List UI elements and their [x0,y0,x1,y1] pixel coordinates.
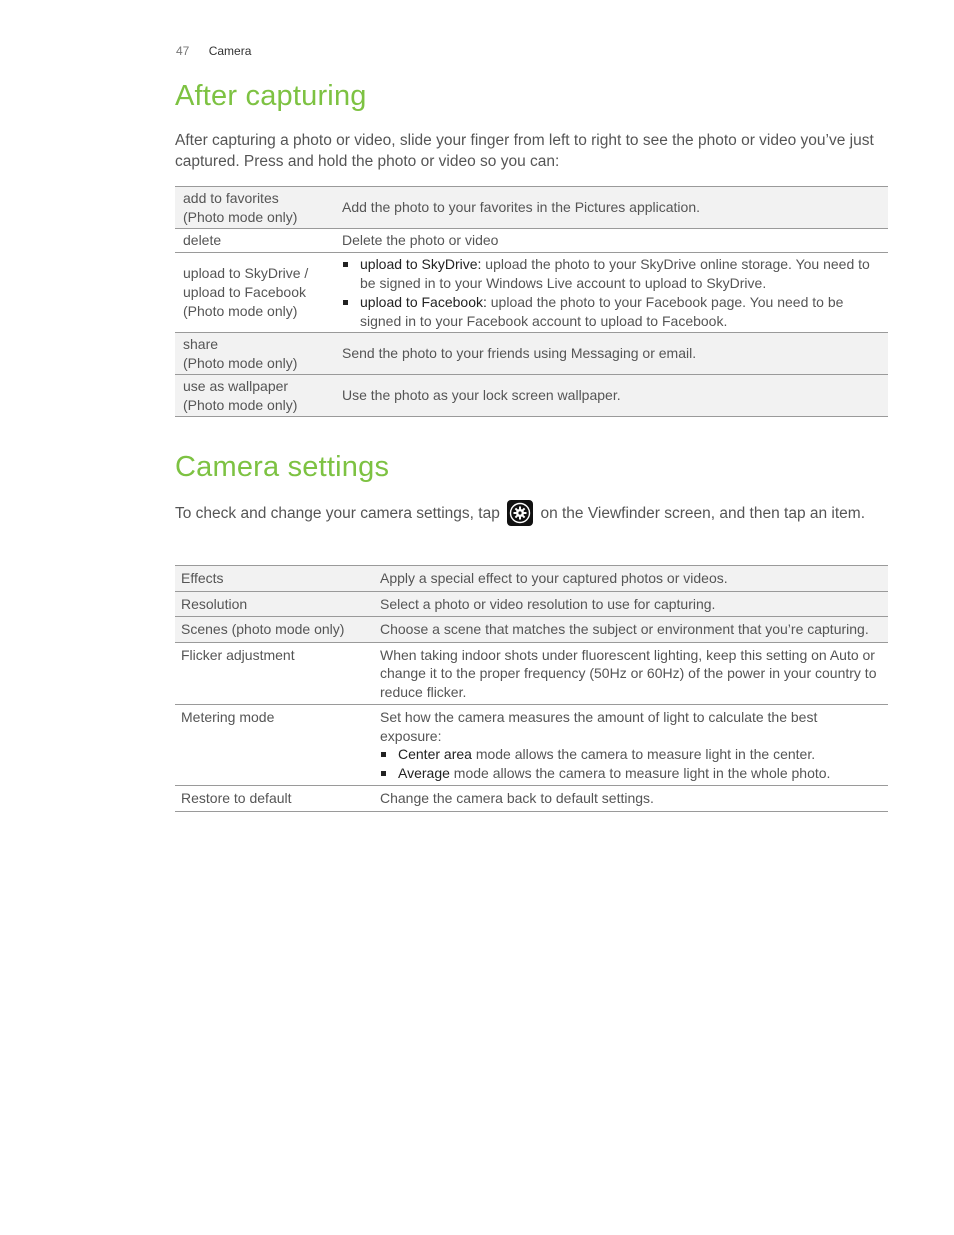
table-row [175,333,888,375]
setting-cell: Restore to default [175,786,373,812]
table-row [175,591,888,617]
camera-settings-intro: To check and change your camera settings, tap on the Viewfinder screen, and then tap an item. [175,500,890,526]
section-name: Camera [208,44,252,58]
table-row [175,253,888,333]
description-cell: Select a photo or video resolution to use for capturing. [373,591,888,617]
after-capturing-intro: After capturing a photo or video, slide your finger from left to right to see the photo or video you’ve just captured. Press and hold the photo or video so you can: [175,132,874,170]
upload-options-list [342,255,880,331]
setting-cell: Flicker adjustment [175,642,373,705]
table-row [175,642,888,705]
metering-modes-list [380,745,882,782]
page-number: 47 [176,44,190,58]
option-cell: add to favorites (Photo mode only) [175,187,333,229]
camera-settings-table [175,565,888,812]
list-item: Average mode allows the camera to measure light in the whole photo. [380,764,882,783]
table-row [175,786,888,812]
description-cell: Add the photo to your favorites in the Pictures application. [333,187,888,229]
table-row [175,187,888,229]
list-item: Center area mode allows the camera to measure light in the center. [380,745,882,764]
description-cell: Choose a scene that matches the subject or environment that you’re capturing. [373,617,888,643]
setting-cell: Metering mode [175,705,373,786]
list-item: upload to Facebook: upload the photo to your Facebook page. You need to be signed in to your Facebook account to upload to Facebook. [342,293,880,331]
running-header [176,44,251,58]
description-cell: Send the photo to your friends using Messaging or email. [333,333,888,375]
table-row [175,229,888,253]
table-row [175,617,888,643]
setting-cell: Resolution [175,591,373,617]
table-row [175,566,888,592]
description-cell: Change the camera back to default settings. [373,786,888,812]
after-capturing-heading: After capturing [175,80,367,112]
settings-gear-icon [507,500,533,526]
camera-settings-heading: Camera settings [175,451,390,483]
description-cell: Apply a special effect to your captured photos or videos. [373,566,888,592]
setting-cell: Effects [175,566,373,592]
description-cell [373,705,888,786]
description-cell: When taking indoor shots under fluorescent lighting, keep this setting on Auto or change it to the proper frequency (50Hz or 60Hz) of the power in your country to reduce flicker. [373,642,888,705]
option-cell: use as wallpaper (Photo mode only) [175,375,333,417]
description-cell: Use the photo as your lock screen wallpaper. [333,375,888,417]
option-cell: delete [175,229,333,253]
option-cell: share (Photo mode only) [175,333,333,375]
option-cell: upload to SkyDrive / upload to Facebook (Photo mode only) [175,253,333,333]
table-row [175,705,888,786]
table-row [175,375,888,417]
list-item: upload to SkyDrive: upload the photo to your SkyDrive online storage. You need to be signed in to your Windows Live account to upload to SkyDrive. [342,255,880,293]
setting-cell: Scenes (photo mode only) [175,617,373,643]
metering-description: Set how the camera measures the amount of light to calculate the best exposure: [380,709,818,744]
description-cell: Delete the photo or video [333,229,888,253]
description-cell [333,253,888,333]
after-capturing-table [175,186,888,417]
